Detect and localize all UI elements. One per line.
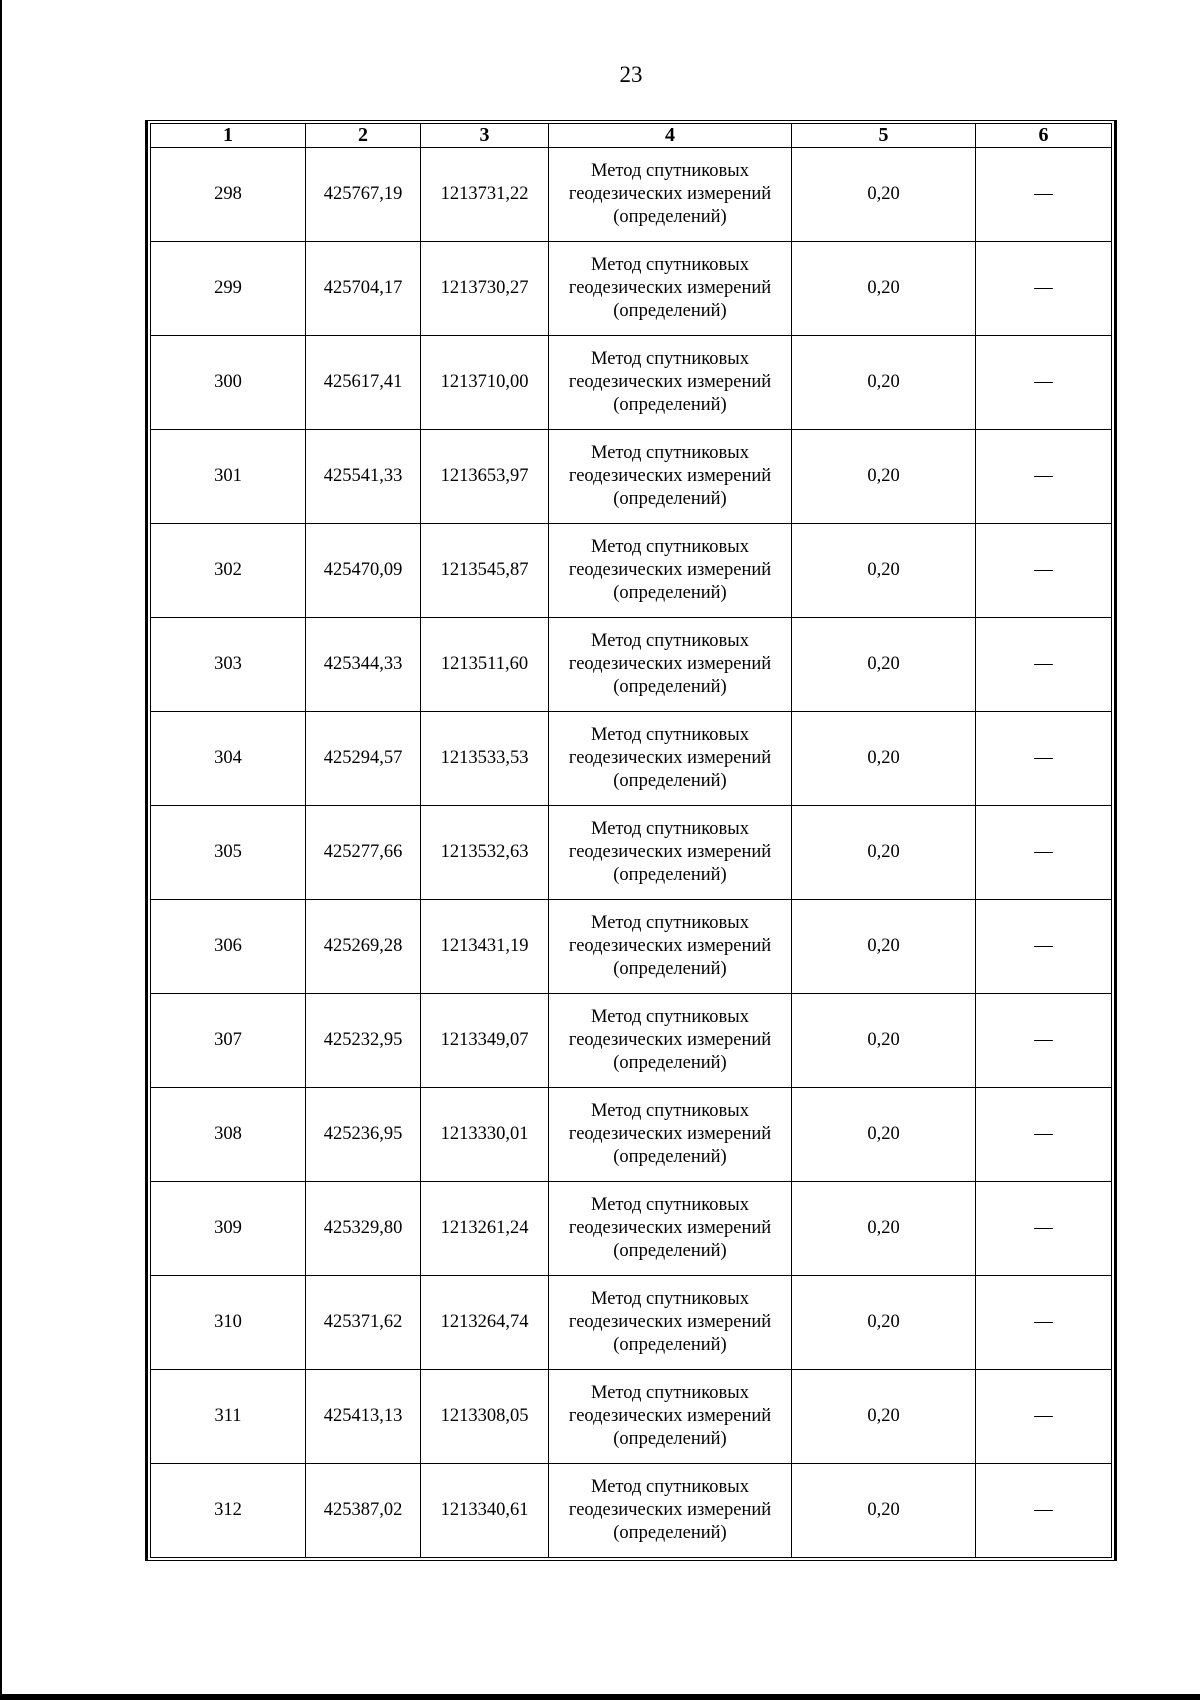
header-col-1: 1 <box>151 124 306 148</box>
table-row <box>151 148 1112 242</box>
point-number-cell: 302 <box>151 524 306 618</box>
header-col-2: 2 <box>306 124 421 148</box>
method-text: Метод спутниковых геодезических измерений (определений) <box>568 443 772 509</box>
point-number-cell: 303 <box>151 618 306 712</box>
point-number-cell: 300 <box>151 336 306 430</box>
method-cell <box>549 900 792 994</box>
accuracy-cell: 0,20 <box>792 1088 976 1182</box>
y-coordinate-cell: 1213349,07 <box>421 994 549 1088</box>
x-coordinate-cell: 425387,02 <box>306 1464 421 1558</box>
note-dash: — <box>1034 466 1053 486</box>
y-coordinate-cell: 1213511,60 <box>421 618 549 712</box>
method-cell <box>549 1182 792 1276</box>
method-text: Метод спутниковых геодезических измерений (определений) <box>568 537 772 603</box>
method-text: Метод спутниковых геодезических измерений (определений) <box>568 725 772 791</box>
accuracy-cell: 0,20 <box>792 900 976 994</box>
table-row <box>151 1088 1112 1182</box>
point-number-cell: 299 <box>151 242 306 336</box>
x-coordinate-cell: 425277,66 <box>306 806 421 900</box>
note-dash: — <box>1034 1030 1053 1050</box>
note-cell <box>976 806 1112 900</box>
method-cell <box>549 524 792 618</box>
method-text: Метод спутниковых геодезических измерений (определений) <box>568 255 772 321</box>
scan-edge-left <box>0 0 2 1700</box>
x-coordinate-cell: 425344,33 <box>306 618 421 712</box>
method-cell <box>549 148 792 242</box>
method-text: Метод спутниковых геодезических измерений (определений) <box>568 1383 772 1449</box>
note-dash: — <box>1034 1500 1053 1520</box>
y-coordinate-cell: 1213532,63 <box>421 806 549 900</box>
table-row <box>151 430 1112 524</box>
table-row <box>151 806 1112 900</box>
note-cell <box>976 1182 1112 1276</box>
table-row <box>151 1370 1112 1464</box>
header-col-4: 4 <box>549 124 792 148</box>
y-coordinate-cell: 1213308,05 <box>421 1370 549 1464</box>
coordinates-table-frame <box>145 120 1117 1561</box>
point-number-cell: 298 <box>151 148 306 242</box>
x-coordinate-cell: 425371,62 <box>306 1276 421 1370</box>
x-coordinate-cell: 425294,57 <box>306 712 421 806</box>
point-number-cell: 307 <box>151 994 306 1088</box>
header-col-3: 3 <box>421 124 549 148</box>
method-cell <box>549 712 792 806</box>
scan-edge-bottom <box>0 1694 1200 1700</box>
y-coordinate-cell: 1213533,53 <box>421 712 549 806</box>
accuracy-cell: 0,20 <box>792 712 976 806</box>
method-cell <box>549 430 792 524</box>
table-row <box>151 900 1112 994</box>
accuracy-cell: 0,20 <box>792 1464 976 1558</box>
table-row <box>151 242 1112 336</box>
note-dash: — <box>1034 372 1053 392</box>
y-coordinate-cell: 1213340,61 <box>421 1464 549 1558</box>
y-coordinate-cell: 1213261,24 <box>421 1182 549 1276</box>
accuracy-cell: 0,20 <box>792 1370 976 1464</box>
method-cell <box>549 1370 792 1464</box>
note-cell <box>976 242 1112 336</box>
note-dash: — <box>1034 1312 1053 1332</box>
y-coordinate-cell: 1213264,74 <box>421 1276 549 1370</box>
table-row <box>151 994 1112 1088</box>
x-coordinate-cell: 425236,95 <box>306 1088 421 1182</box>
point-number-cell: 309 <box>151 1182 306 1276</box>
note-cell <box>976 524 1112 618</box>
accuracy-cell: 0,20 <box>792 618 976 712</box>
method-cell <box>549 1464 792 1558</box>
page-number: 23 <box>619 62 643 87</box>
note-dash: — <box>1034 654 1053 674</box>
x-coordinate-cell: 425767,19 <box>306 148 421 242</box>
method-cell <box>549 994 792 1088</box>
accuracy-cell: 0,20 <box>792 806 976 900</box>
note-cell <box>976 1276 1112 1370</box>
accuracy-cell: 0,20 <box>792 994 976 1088</box>
note-dash: — <box>1034 1124 1053 1144</box>
accuracy-cell: 0,20 <box>792 1182 976 1276</box>
x-coordinate-cell: 425617,41 <box>306 336 421 430</box>
note-dash: — <box>1034 1406 1053 1426</box>
method-text: Метод спутниковых геодезических измерений (определений) <box>568 631 772 697</box>
point-number-cell: 310 <box>151 1276 306 1370</box>
y-coordinate-cell: 1213653,97 <box>421 430 549 524</box>
note-cell <box>976 618 1112 712</box>
method-cell <box>549 1276 792 1370</box>
note-cell <box>976 1370 1112 1464</box>
y-coordinate-cell: 1213730,27 <box>421 242 549 336</box>
accuracy-cell: 0,20 <box>792 1276 976 1370</box>
header-col-6: 6 <box>976 124 1112 148</box>
method-cell <box>549 618 792 712</box>
note-cell <box>976 712 1112 806</box>
point-number-cell: 304 <box>151 712 306 806</box>
table-row <box>151 618 1112 712</box>
point-number-cell: 301 <box>151 430 306 524</box>
x-coordinate-cell: 425329,80 <box>306 1182 421 1276</box>
method-text: Метод спутниковых геодезических измерений (определений) <box>568 819 772 885</box>
method-text: Метод спутниковых геодезических измерений (определений) <box>568 1477 772 1543</box>
header-col-5: 5 <box>792 124 976 148</box>
y-coordinate-cell: 1213731,22 <box>421 148 549 242</box>
method-text: Метод спутниковых геодезических измерений (определений) <box>568 161 772 227</box>
note-dash: — <box>1034 184 1053 204</box>
note-cell <box>976 900 1112 994</box>
x-coordinate-cell: 425470,09 <box>306 524 421 618</box>
point-number-cell: 312 <box>151 1464 306 1558</box>
method-text: Метод спутниковых геодезических измерений (определений) <box>568 1101 772 1167</box>
method-text: Метод спутниковых геодезических измерений (определений) <box>568 1195 772 1261</box>
table-row <box>151 1464 1112 1558</box>
method-cell <box>549 242 792 336</box>
accuracy-cell: 0,20 <box>792 524 976 618</box>
note-dash: — <box>1034 748 1053 768</box>
note-cell <box>976 994 1112 1088</box>
method-text: Метод спутниковых геодезических измерений (определений) <box>568 1007 772 1073</box>
coordinates-table <box>150 123 1112 1558</box>
y-coordinate-cell: 1213330,01 <box>421 1088 549 1182</box>
table-header-row <box>151 124 1112 148</box>
note-dash: — <box>1034 1218 1053 1238</box>
x-coordinate-cell: 425541,33 <box>306 430 421 524</box>
point-number-cell: 306 <box>151 900 306 994</box>
table-row <box>151 712 1112 806</box>
table-body <box>151 148 1112 1558</box>
note-dash: — <box>1034 278 1053 298</box>
note-dash: — <box>1034 560 1053 580</box>
note-cell <box>976 148 1112 242</box>
method-text: Метод спутниковых геодезических измерений (определений) <box>568 1289 772 1355</box>
note-cell <box>976 1464 1112 1558</box>
x-coordinate-cell: 425269,28 <box>306 900 421 994</box>
note-cell <box>976 430 1112 524</box>
point-number-cell: 308 <box>151 1088 306 1182</box>
y-coordinate-cell: 1213431,19 <box>421 900 549 994</box>
x-coordinate-cell: 425704,17 <box>306 242 421 336</box>
note-cell <box>976 1088 1112 1182</box>
point-number-cell: 305 <box>151 806 306 900</box>
table-row <box>151 1182 1112 1276</box>
table-row <box>151 1276 1112 1370</box>
point-number-cell: 311 <box>151 1370 306 1464</box>
accuracy-cell: 0,20 <box>792 336 976 430</box>
note-cell <box>976 336 1112 430</box>
y-coordinate-cell: 1213710,00 <box>421 336 549 430</box>
method-text: Метод спутниковых геодезических измерений (определений) <box>568 349 772 415</box>
accuracy-cell: 0,20 <box>792 148 976 242</box>
method-text: Метод спутниковых геодезических измерений (определений) <box>568 913 772 979</box>
table-row <box>151 524 1112 618</box>
x-coordinate-cell: 425232,95 <box>306 994 421 1088</box>
y-coordinate-cell: 1213545,87 <box>421 524 549 618</box>
method-cell <box>549 806 792 900</box>
accuracy-cell: 0,20 <box>792 242 976 336</box>
table-row <box>151 336 1112 430</box>
note-dash: — <box>1034 936 1053 956</box>
method-cell <box>549 1088 792 1182</box>
accuracy-cell: 0,20 <box>792 430 976 524</box>
method-cell <box>549 336 792 430</box>
x-coordinate-cell: 425413,13 <box>306 1370 421 1464</box>
note-dash: — <box>1034 842 1053 862</box>
